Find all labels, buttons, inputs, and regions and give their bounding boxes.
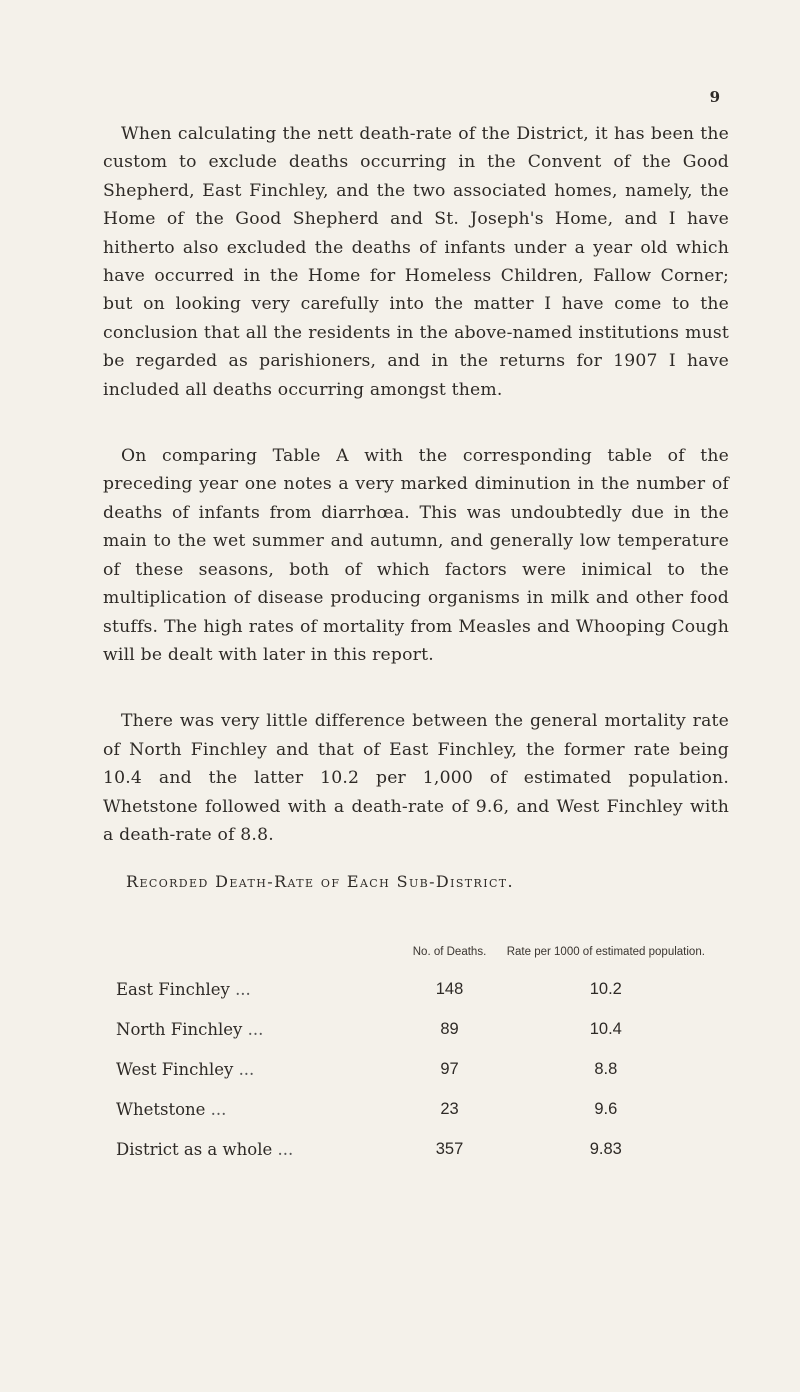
deaths-cell: 97 [440, 1059, 459, 1078]
rate-cell: 9.6 [594, 1099, 618, 1118]
deaths-cell: 23 [440, 1099, 459, 1118]
sub-district-name: Whetstone [116, 1099, 206, 1119]
row-name-cell [116, 1009, 393, 1049]
sub-district-name: East Finchley [116, 979, 230, 999]
row-name-cell [116, 1129, 393, 1169]
leader-dots: ... [277, 1139, 294, 1159]
table-header-row [116, 944, 706, 969]
deaths-cell: 148 [435, 979, 464, 998]
table-row [116, 969, 706, 1009]
rate-cell: 10.4 [589, 1019, 622, 1038]
leader-dots: ... [235, 979, 251, 999]
sub-district-name: North Finchley [116, 1019, 243, 1039]
paragraph-2: On comparing Table A with the corresponding table of the preceding year one notes a very marked diminution in the number of deaths of infants from diarrhœa. This was undoubtedly due in the main to the wet summer and autumn, and generally low temperature of these seasons, both of which factors were inimical to the multiplication of disease producing organisms in milk and other food stuffs. The high rates of mortality from Measles and Whooping Cough will be dealt with later in this report. [103, 446, 729, 665]
leader-dots: ... [247, 1019, 264, 1039]
table-title: Recorded Death-Rate of Each Sub-District. [126, 872, 515, 891]
rate-cell: 9.83 [589, 1139, 622, 1158]
paragraph-3: There was very little difference between the general mortality rate of North Finchley and that of East Finchley, the former rate being 10.4 and the latter 10.2 per 1,000 of estimated population. Whetstone followed with a death-rate of 9.6, and West Finchley with a death-rate of 8.8. [103, 711, 729, 845]
leader-dots: ... [210, 1099, 227, 1119]
leader-dots: ... [238, 1059, 255, 1079]
deaths-cell: 89 [440, 1019, 459, 1038]
header-rate: Rate per 1000 of estimated population. [506, 946, 705, 958]
row-name-cell [116, 969, 393, 1009]
header-empty [116, 944, 393, 969]
deaths-cell: 357 [435, 1139, 464, 1158]
paragraph-1: When calculating the nett death-rate of the District, it has been the custom to exclude deaths occurring in the Convent of the Good Shepherd, East Finchley, and the two associated homes, namely, the Home of the Good Shepherd and St. Joseph's Home, and I have hitherto also excluded the deaths of infants under a year old which have occurred in the Home for Homeless Children, Fallow Corner; but on looking very carefully into the matter I have come to the conclusion that all the residents in the above-named institutions must be regarded as parishioners, and in the returns for 1907 I have included all deaths occurring amongst them. [103, 124, 729, 400]
table-row [116, 1009, 706, 1049]
body-text [103, 120, 729, 887]
page-number: 9 [709, 88, 720, 106]
sub-district-name: District as a whole [116, 1139, 273, 1159]
death-rate-table [116, 944, 706, 1169]
table-row [116, 1049, 706, 1089]
header-deaths: No. of Deaths. [412, 946, 487, 958]
table-row [116, 1129, 706, 1169]
table-row [116, 1089, 706, 1129]
sub-district-name: West Finchley [116, 1059, 234, 1079]
rate-cell: 8.8 [594, 1059, 618, 1078]
rate-cell: 10.2 [589, 979, 622, 998]
row-name-cell [116, 1049, 393, 1089]
row-name-cell [116, 1089, 393, 1129]
